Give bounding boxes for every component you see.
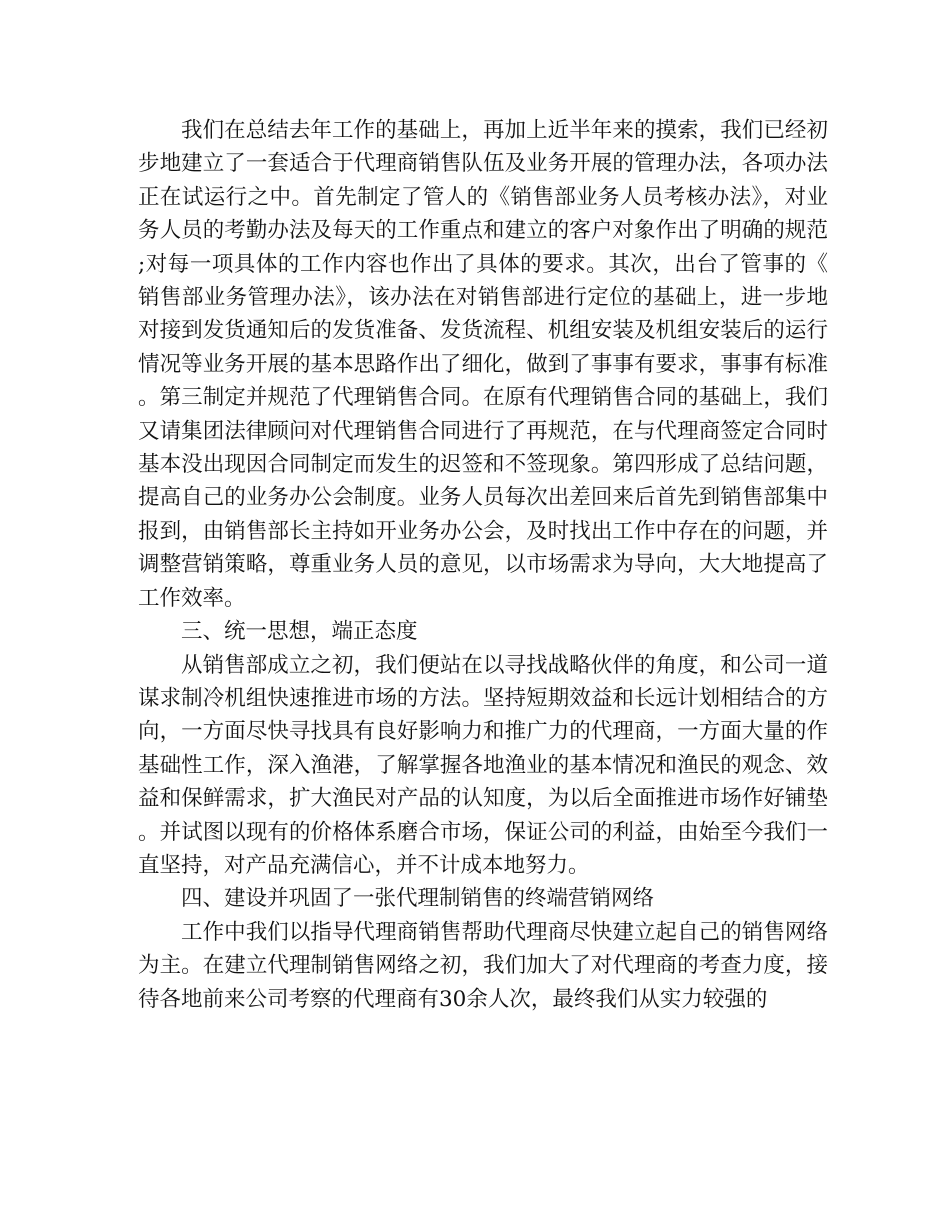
section-heading-unify-thinking: 三、统一思想，端正态度 bbox=[181, 619, 418, 645]
paragraph-agent-network: 工作中我们以指导代理商销售帮助代理商尽快建立起自己的销售网络为主。在建立代理制销售网络之初，我们加大了对代理商的考查力度，接待各地前来公司考察的代理商有30余人次，最终我们从实力较强的 bbox=[138, 919, 828, 1012]
paragraph-market-approach: 从销售部成立之初，我们便站在以寻找战略伙伴的角度，和公司一道谋求制冷机组快速推进市场的方法。坚持短期效益和长远计划相结合的方向，一方面尽快寻找具有良好影响力和推广力的代理商，一方面大量的作基础性工作，深入渔港，了解掌握各地渔业的基本情况和渔民的观念、效益和保鲜需求，扩大渔民对产品的认知度，为以后全面推进市场作好铺垫。并试图以现有的价格体系磨合市场，保证公司的利益，由始至今我们一直坚持，对产品充满信心，并不计成本地努力。 bbox=[138, 652, 828, 878]
section-heading-sales-network: 四、建设并巩固了一张代理制销售的终端营销网络 bbox=[181, 886, 655, 912]
document-body bbox=[138, 114, 828, 1016]
paragraph-management-methods: 我们在总结去年工作的基础上，再加上近半年来的摸索，我们已经初步地建立了一套适合于代理商销售队伍及业务开展的管理办法，各项办法正在试运行之中。首先制定了管人的《销售部业务人员考核办法》，对业务人员的考勤办法及每天的工作重点和建立的客户对象作出了明确的规范;对每一项具体的工作内容也作出了具体的要求。其次，出台了管事的《销售部业务管理办法》，该办法在对销售部进行定位的基础上，进一步地对接到发货通知后的发货准备、发货流程、机组安装及机组安装后的运行情况等业务开展的基本思路作出了细化，做到了事事有要求，事事有标准。第三制定并规范了代理销售合同。在原有代理销售合同的基础上，我们又请集团法律顾问对代理销售合同进行了再规范，在与代理商签定合同时基本没出现因合同制定而发生的迟签和不签现象。第四形成了总结问题，提高自己的业务办公会制度。业务人员每次出差回来后首先到销售部集中报到，由销售部长主持如开业务办公会，及时找出工作中存在的问题，并调整营销策略，尊重业务人员的意见，以市场需求为导向，大大地提高了工作效率。 bbox=[138, 118, 828, 611]
